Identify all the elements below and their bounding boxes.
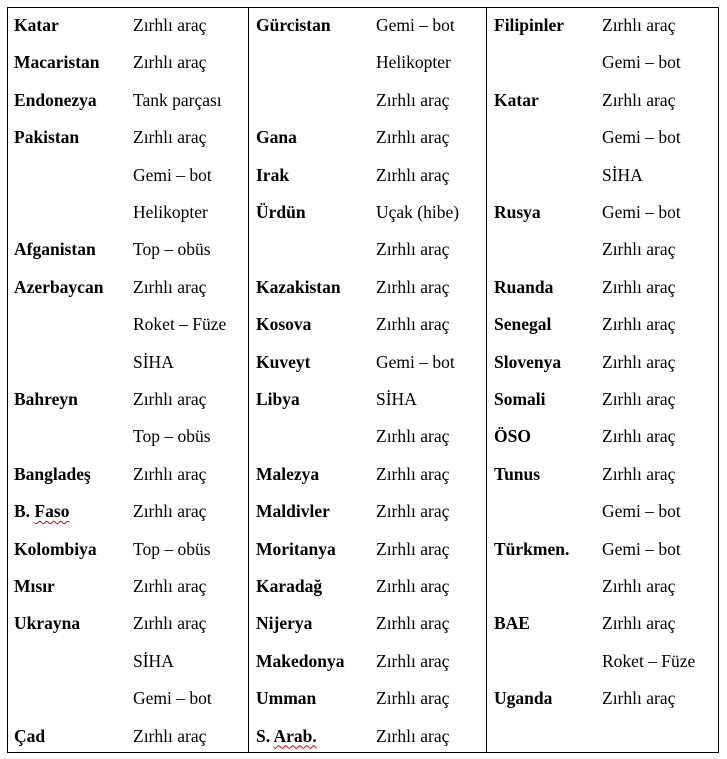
equipment-item: Helikopter	[376, 52, 451, 73]
equipment-item: Tank parçası	[133, 89, 222, 110]
country-name: Gana	[256, 127, 297, 148]
equipment-item: Zırhlı araç	[376, 164, 450, 185]
equipment-item: Zırhlı araç	[602, 89, 676, 110]
equipment-item: SİHA	[376, 389, 417, 409]
equipment-item: Zırhlı araç	[376, 650, 450, 671]
equipment-item: Gemi – bot	[376, 15, 455, 35]
equipment-item: Zırhlı araç	[133, 52, 207, 73]
country-name: Katar	[14, 15, 59, 35]
country-name: Bahreyn	[14, 389, 78, 409]
equipment-item: Gemi – bot	[376, 351, 455, 372]
country-name: S. Arab.	[256, 725, 317, 746]
equipment-item: Zırhlı araç	[602, 576, 676, 596]
equipment-item: Zırhlı araç	[602, 15, 676, 35]
equipment-item: Zırhlı araç	[602, 426, 676, 447]
equipment-item: Gemi – bot	[602, 127, 681, 148]
equipment-item: Zırhlı araç	[133, 15, 207, 35]
country-name: Endonezya	[14, 89, 97, 110]
country-name: Slovenya	[494, 351, 562, 372]
equipment-item: Zırhlı araç	[133, 463, 207, 484]
equipment-item: Top – obüs	[133, 538, 211, 559]
equipment-item: Zırhlı araç	[376, 276, 450, 297]
country-name: Nijerya	[256, 613, 313, 634]
equipment-item: Top – obüs	[133, 239, 211, 260]
equipment-item: Zırhlı araç	[133, 127, 207, 148]
country-name: Ürdün	[256, 202, 306, 222]
equipment-item: Zırhlı araç	[376, 613, 450, 634]
equipment-item: Zırhlı araç	[133, 389, 207, 409]
country-name: Karadağ	[256, 576, 323, 596]
country-name: Pakistan	[14, 127, 80, 148]
equipment-item: Zırhlı araç	[602, 688, 676, 709]
country-name: Filipinler	[494, 15, 564, 35]
equipment-item: Zırhlı araç	[376, 314, 450, 335]
equipment-item: Gemi – bot	[602, 538, 681, 559]
country-name: Makedonya	[256, 650, 345, 671]
equipment-item: Roket – Füze	[133, 314, 227, 335]
equipment-item: Top – obüs	[133, 426, 211, 447]
equipment-item: Zırhlı araç	[376, 127, 450, 148]
equipment-item: Uçak (hibe)	[376, 202, 460, 222]
equipment-item: SİHA	[133, 650, 174, 671]
country-name: Kolombiya	[14, 538, 97, 559]
country-name: Libya	[256, 389, 300, 409]
equipment-item: Gemi – bot	[602, 52, 681, 73]
equipment-item: Zırhlı araç	[602, 276, 676, 297]
equipment-item: SİHA	[602, 164, 643, 185]
country-name: Malezya	[256, 463, 320, 484]
equipment-item: Zırhlı araç	[376, 239, 450, 260]
country-name: ÖSO	[494, 426, 531, 447]
equipment-item: Zırhlı araç	[602, 613, 676, 634]
equipment-item: Zırhlı araç	[602, 239, 676, 260]
country-name: Ruanda	[494, 276, 554, 297]
country-name: Umman	[256, 688, 317, 709]
country-name: Katar	[494, 89, 539, 110]
equipment-item: Zırhlı araç	[133, 501, 207, 522]
equipment-item: Zırhlı araç	[376, 501, 450, 522]
equipment-item: Zırhlı araç	[602, 463, 676, 484]
country-name: Türkmen.	[494, 538, 570, 559]
country-table	[7, 7, 719, 753]
equipment-item: Zırhlı araç	[602, 314, 676, 335]
equipment-item: SİHA	[133, 351, 174, 372]
country-name: Kosova	[256, 314, 312, 335]
equipment-item: Gemi – bot	[602, 202, 681, 222]
country-name: Kazakistan	[256, 276, 341, 297]
country-name: Ukrayna	[14, 613, 81, 634]
equipment-item: Zırhlı araç	[133, 725, 207, 746]
equipment-item: Zırhlı araç	[376, 463, 450, 484]
column-divider-2	[486, 7, 487, 753]
equipment-item: Zırhlı araç	[133, 613, 207, 634]
country-name: Kuveyt	[256, 351, 311, 372]
country-name: Macaristan	[14, 52, 100, 73]
country-name: Çad	[14, 725, 46, 746]
equipment-item: Gemi – bot	[133, 164, 212, 185]
equipment-item: Zırhlı araç	[376, 538, 450, 559]
equipment-item: Zırhlı araç	[376, 688, 450, 709]
equipment-item: Zırhlı araç	[376, 725, 450, 746]
country-name: Afganistan	[14, 239, 96, 260]
country-name: B. Faso	[14, 501, 70, 522]
country-name: Bangladeş	[14, 463, 91, 484]
equipment-item: Gemi – bot	[133, 688, 212, 709]
country-name: Tunus	[494, 463, 541, 484]
equipment-item: Gemi – bot	[602, 501, 681, 522]
country-name: Irak	[256, 164, 290, 185]
country-name: Somali	[494, 389, 546, 409]
equipment-item: Zırhlı araç	[602, 389, 676, 409]
country-name: Senegal	[494, 314, 552, 335]
country-name: BAE	[494, 613, 530, 634]
country-name: Rusya	[494, 202, 541, 222]
country-name: Gürcistan	[256, 15, 331, 35]
equipment-item: Zırhlı araç	[376, 576, 450, 596]
country-name: Mısır	[14, 576, 55, 596]
equipment-item: Zırhlı araç	[133, 576, 207, 596]
equipment-item: Zırhlı araç	[376, 426, 450, 447]
country-name: Moritanya	[256, 538, 336, 559]
country-name: Uganda	[494, 688, 553, 709]
country-name: Maldivler	[256, 501, 330, 522]
equipment-item: Helikopter	[133, 202, 208, 222]
equipment-item: Zırhlı araç	[133, 276, 207, 297]
equipment-item: Roket – Füze	[602, 650, 696, 671]
country-name: Azerbaycan	[14, 276, 104, 297]
column-divider-1	[248, 7, 249, 753]
equipment-item: Zırhlı araç	[376, 89, 450, 110]
equipment-item: Zırhlı araç	[602, 351, 676, 372]
